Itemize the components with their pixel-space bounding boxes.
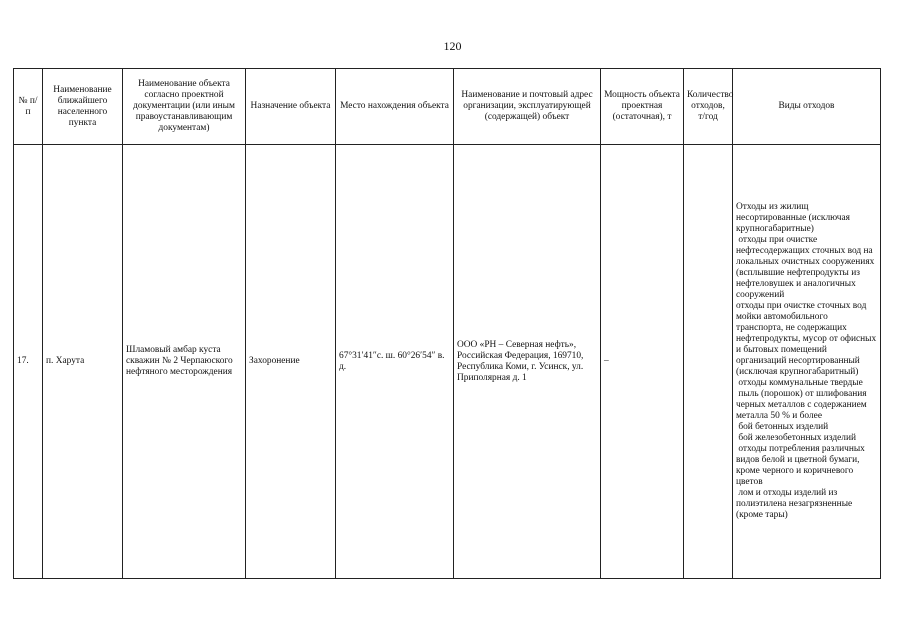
waste-type-item: пыль (порошок) от шлифования черных металлов с содержанием металла 50 % и более [736,389,870,421]
waste-type-item: отходы при очистке нефтесодержащих сточных вод на локальных очистных сооружениях (всплывшие нефтепродукты из нефтеловушек и аналогичных сооружений [736,235,877,300]
row-operator: ООО «РН – Северная нефть», Российская Федерация, 169710, Республика Коми, г. Усинск, ул. Приполярная д. 1 [454,145,601,579]
waste-type-item: бой бетонных изделий [736,422,829,432]
row-settlement: п. Харута [43,145,123,579]
waste-type-item: отходы коммунальные твердые [736,378,863,388]
header-settlement: Наименование ближайшего населенного пункта [43,69,123,145]
waste-facility-table [13,68,881,579]
header-waste-types: Виды отходов [733,69,881,145]
row-purpose: Захоронение [246,145,336,579]
row-capacity: – [601,145,684,579]
row-location: 67°31′41″с. ш. 60°26′54″ в. д. [336,145,454,579]
waste-type-item: Отходы из жилищ несортированные (исключая крупногабаритные) [736,202,853,234]
header-object-name: Наименование объекта согласно проектной документации (или иным правоустанавливающим документам) [123,69,246,145]
row-quantity [684,145,733,579]
row-number: 17. [14,145,43,579]
waste-type-item: отходы потребления различных видов белой и цветной бумаги, кроме черного и коричневого цветов [736,444,868,487]
header-number: № п/п [14,69,43,145]
header-quantity: Количество отходов, т/год [684,69,733,145]
header-purpose: Назначение объекта [246,69,336,145]
row-waste-types [733,145,881,579]
waste-type-item: лом и отходы изделий из полиэтилена незагрязненные (кроме тары) [736,488,855,520]
header-location: Место нахождения объекта [336,69,454,145]
table-row [14,145,881,579]
waste-type-item: бой железобетонных изделий [736,433,856,443]
waste-type-item: отходы при очистке сточных вод мойки автомобильного транспорта, не содержащих нефтепродукты, мусор от офисных и бытовых помещений организаций несортированный (исключая крупногабаритный) [736,301,879,377]
page-number: 120 [443,39,462,53]
header-capacity: Мощность объекта проектная (остаточная), т [601,69,684,145]
header-operator: Наименование и почтовый адрес организации, эксплуатирующей (содержащей) объект [454,69,601,145]
table-header-row [14,69,881,145]
row-object-name: Шламовый амбар куста скважин № 2 Черпаюского нефтяного месторождения [123,145,246,579]
